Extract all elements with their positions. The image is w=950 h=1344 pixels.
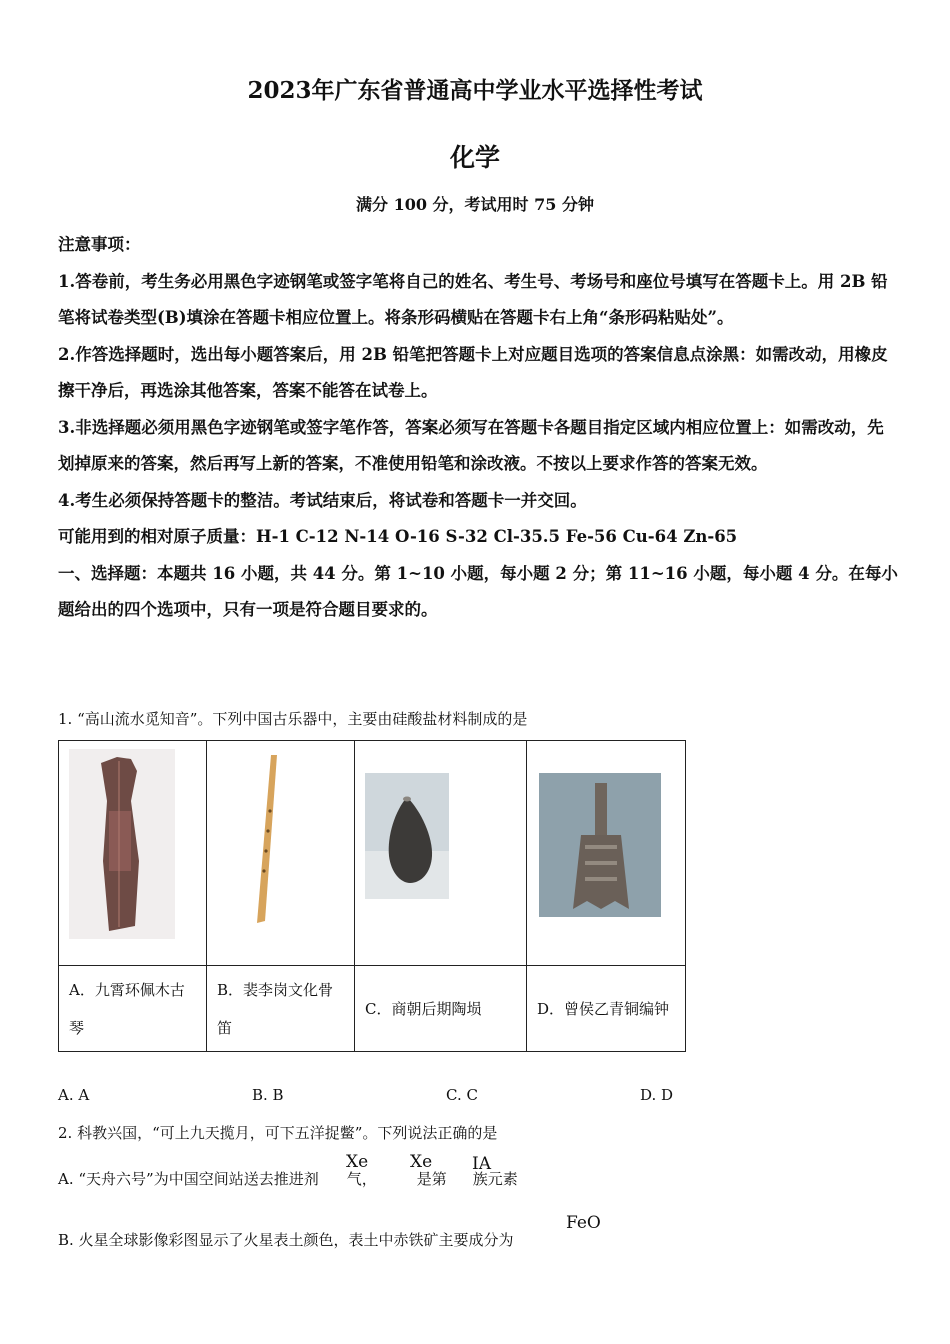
notes-block	[58, 227, 898, 629]
q2-b-formula: FeO	[566, 1213, 601, 1233]
note-2: 2.作答选择题时，选出每小题答案后，用 2B 铅笔把答题卡上对应题目选项的答案信息点涂黑：如需改动，用橡皮擦干净后，再选涂其他答案，答案不能答在试卷上。	[58, 344, 888, 400]
q1-option-a[interactable]: A. A	[58, 1086, 90, 1104]
bone-flute-image	[207, 741, 354, 961]
q2-b-text-1: B. 火星全球影像彩图显示了火星表土颜色，表土中赤铁矿主要成分为	[58, 1231, 514, 1249]
q2-a-text-4: 族元素	[472, 1170, 518, 1188]
pottery-xun-image	[355, 741, 526, 961]
q2-a-formula-group: IA	[472, 1154, 491, 1174]
cell-a-caption: A．九霄环佩木古琴	[59, 966, 207, 1052]
cell-b-image	[207, 741, 355, 966]
q2-a-formula-xe-1: Xe	[346, 1152, 369, 1172]
q2-a-text-3: 是第	[416, 1170, 447, 1188]
cell-c-caption: C．商朝后期陶埙	[355, 966, 527, 1052]
cell-c-image	[355, 741, 527, 966]
q2-option-b[interactable]	[58, 1229, 514, 1250]
q2-a-text-2: 气，	[346, 1170, 377, 1188]
question-1-stem: 1. “高山流水觅知音”。下列中国古乐器中，主要由硅酸盐材料制成的是	[58, 710, 528, 728]
q2-option-a[interactable]	[58, 1168, 518, 1189]
cell-a-image	[59, 741, 207, 966]
question-2-stem: 2. 科教兴国，“可上九天揽月，可下五洋捉鳖”。下列说法正确的是	[58, 1124, 498, 1142]
notes-heading: 注意事项：	[58, 235, 141, 254]
q2-a-text-1: A. “天舟六号”为中国空间站送去推进剂	[58, 1170, 319, 1188]
cell-b-caption: B．裴李岗文化骨笛	[207, 966, 355, 1052]
bronze-bell-image	[527, 741, 685, 961]
guqin-image	[59, 741, 206, 961]
atomic-masses: 可能用到的相对原子质量：H-1 C-12 N-14 O-16 S-32 Cl-35.5 Fe-56 Cu-64 Zn-65	[58, 527, 738, 546]
question-1-table	[58, 740, 686, 1052]
note-4: 4.考生必须保持答题卡的整洁。考试结束后，将试卷和答题卡一并交回。	[58, 490, 587, 510]
q1-option-c[interactable]: C. C	[446, 1086, 478, 1104]
exam-title: 2023年广东省普通高中学业水平选择性考试	[247, 77, 703, 104]
q1-option-d[interactable]: D. D	[640, 1086, 674, 1104]
q1-option-b[interactable]: B. B	[252, 1086, 284, 1104]
cell-d-caption: D．曾侯乙青铜编钟	[527, 966, 686, 1052]
exam-meta: 满分 100 分，考试用时 75 分钟	[356, 195, 594, 214]
subject-title: 化学	[449, 143, 500, 172]
note-1: 1.答卷前，考生务必用黑色字迹钢笔或签字笔将自己的姓名、考生号、考场号和座位号填写在答题卡上。用 2B 铅笔将试卷类型(B)填涂在答题卡相应位置上。将条形码横贴在答题卡右上角“条形码粘贴处”。	[58, 271, 888, 327]
cell-d-image	[527, 741, 686, 966]
note-3: 3.非选择题必须用黑色字迹钢笔或签字笔作答，答案必须写在答题卡各题目指定区域内相应位置上：如需改动，先划掉原来的答案，然后再写上新的答案，不准使用铅笔和涂改液。不按以上要求作答的答案无效。	[58, 417, 884, 473]
q2-a-formula-xe-2: Xe	[410, 1152, 433, 1172]
section-1-instructions: 一、选择题：本题共 16 小题，共 44 分。第 1~10 小题，每小题 2 分；第 11~16 小题，每小题 4 分。在每小题给出的四个选项中，只有一项是符合题目要求的。	[58, 563, 898, 619]
